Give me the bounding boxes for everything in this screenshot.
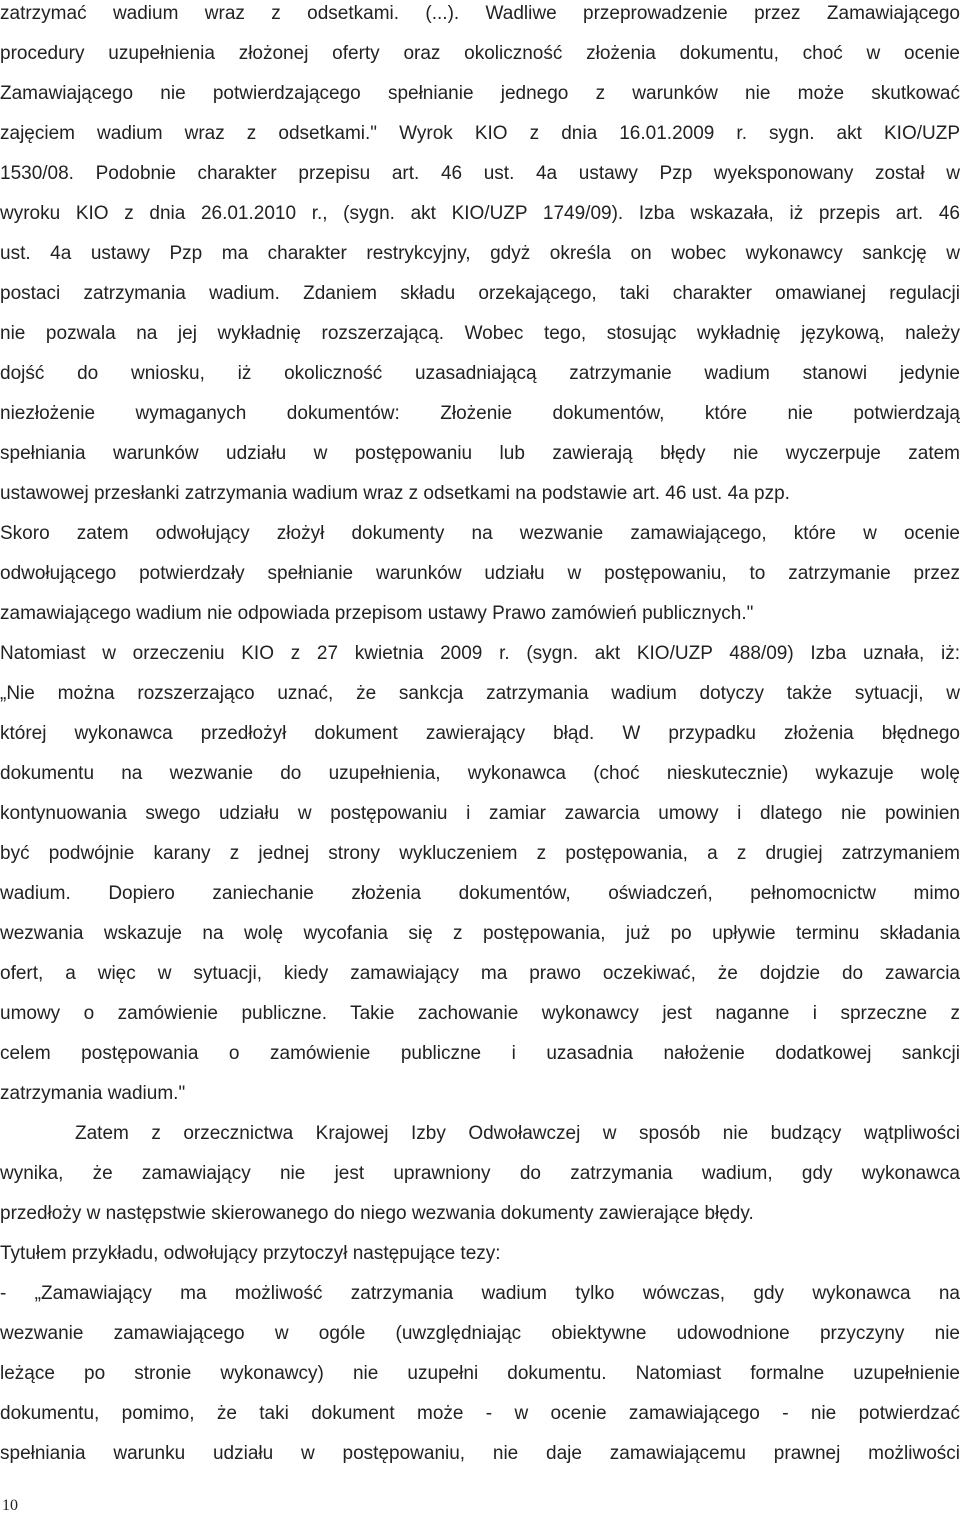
text-line: wezwania wskazuje na wolę wycofania się z postępowania, już po upływie terminu składania xyxy=(0,923,960,944)
text-line: przedłoży w następstwie skierowanego do niego wezwania dokumenty zawierające błędy. xyxy=(0,1203,754,1224)
text-line: odwołującego potwierdzały spełnianie warunków udziału w postępowaniu, to zatrzymanie przez xyxy=(0,563,960,584)
text-line: ofert, a więc w sytuacji, kiedy zamawiający ma prawo oczekiwać, że dojdzie do zawarcia xyxy=(0,963,960,984)
text-line: 1530/08. Podobnie charakter przepisu art. 46 ust. 4a ustawy Pzp wyeksponowany został w xyxy=(0,163,960,184)
text-line: zatrzymać wadium wraz z odsetkami. (...). Wadliwe przeprowadzenie przez Zamawiającego xyxy=(0,3,960,24)
text-line: ustawowej przesłanki zatrzymania wadium wraz z odsetkami na podstawie art. 46 ust. 4a pzp. xyxy=(0,483,790,504)
text-line: wyroku KIO z dnia 26.01.2010 r., (sygn. akt KIO/UZP 1749/09). Izba wskazała, iż przepis art. 46 xyxy=(0,203,960,224)
text-line: spełniania warunku udziału w postępowaniu, nie daje zamawiającemu prawnej możliwości xyxy=(0,1443,960,1464)
text-line: nie pozwala na jej wykładnię rozszerzającą. Wobec tego, stosując wykładnię językową, należy xyxy=(0,323,960,344)
text-line: procedury uzupełnienia złożonej oferty oraz okoliczność złożenia dokumentu, choć w ocenie xyxy=(0,43,960,64)
text-line: być podwójnie karany z jednej strony wykluczeniem z postępowania, a z drugiej zatrzymaniem xyxy=(0,843,960,864)
text-line: zajęciem wadium wraz z odsetkami." Wyrok KIO z dnia 16.01.2009 r. sygn. akt KIO/UZP xyxy=(0,123,960,144)
text-line: - „Zamawiający ma możliwość zatrzymania wadium tylko wówczas, gdy wykonawca na xyxy=(0,1283,960,1304)
text-line: dokumentu na wezwanie do uzupełnienia, wykonawca (choć nieskutecznie) wykazuje wolę xyxy=(0,763,960,784)
text-line: dojść do wniosku, iż okoliczność uzasadniającą zatrzymanie wadium stanowi jedynie xyxy=(0,363,960,384)
text-line: której wykonawca przedłożył dokument zawierający błąd. W przypadku złożenia błędnego xyxy=(0,723,960,744)
text-line: spełniania warunków udziału w postępowaniu lub zawierają błędy nie wyczerpuje zatem xyxy=(0,443,960,464)
text-line: „Nie można rozszerzająco uznać, że sankcja zatrzymania wadium dotyczy także sytuacji, w xyxy=(0,683,960,704)
text-line: zamawiającego wadium nie odpowiada przepisom ustawy Prawo zamówień publicznych." xyxy=(0,603,754,624)
text-line: ust. 4a ustawy Pzp ma charakter restrykcyjny, gdyż określa on wobec wykonawcy sankcję w xyxy=(0,243,960,264)
page-number: 10 xyxy=(2,1497,18,1514)
text-line: umowy o zamówienie publiczne. Takie zachowanie wykonawcy jest naganne i sprzeczne z xyxy=(0,1003,960,1024)
text-line: wadium. Dopiero zaniechanie złożenia dokumentów, oświadczeń, pełnomocnictw mimo xyxy=(0,883,960,904)
text-line: wezwanie zamawiającego w ogóle (uwzględniając obiektywne udowodnione przyczyny nie xyxy=(0,1323,960,1344)
text-line: zatrzymania wadium." xyxy=(0,1083,186,1104)
text-line: postaci zatrzymania wadium. Zdaniem składu orzekającego, taki charakter omawianej regulacji xyxy=(0,283,960,304)
text-line: Tytułem przykładu, odwołujący przytoczył następujące tezy: xyxy=(0,1243,501,1264)
text-line: kontynuowania swego udziału w postępowaniu i zamiar zawarcia umowy i dlatego nie powinien xyxy=(0,803,960,824)
text-line: wynika, że zamawiający nie jest uprawniony do zatrzymania wadium, gdy wykonawca xyxy=(0,1163,960,1184)
text-line: leżące po stronie wykonawcy) nie uzupełni dokumentu. Natomiast formalne uzupełnienie xyxy=(0,1363,960,1384)
text-line: celem postępowania o zamówienie publiczne i uzasadnia nałożenie dodatkowej sankcji xyxy=(0,1043,960,1064)
text-line: Skoro zatem odwołujący złożył dokumenty na wezwanie zamawiającego, które w ocenie xyxy=(0,523,960,544)
text-line: niezłożenie wymaganych dokumentów: Złożenie dokumentów, które nie potwierdzają xyxy=(0,403,960,424)
text-line: Natomiast w orzeczeniu KIO z 27 kwietnia 2009 r. (sygn. akt KIO/UZP 488/09) Izba uznała, iż: xyxy=(0,643,960,664)
text-line: Zamawiającego nie potwierdzającego spełnianie jednego z warunków nie może skutkować xyxy=(0,83,960,104)
text-line: dokumentu, pomimo, że taki dokument może - w ocenie zamawiającego - nie potwierdzać xyxy=(0,1403,960,1424)
text-line: Zatem z orzecznictwa Krajowej Izby Odwoławczej w sposób nie budzący wątpliwości xyxy=(75,1123,960,1144)
